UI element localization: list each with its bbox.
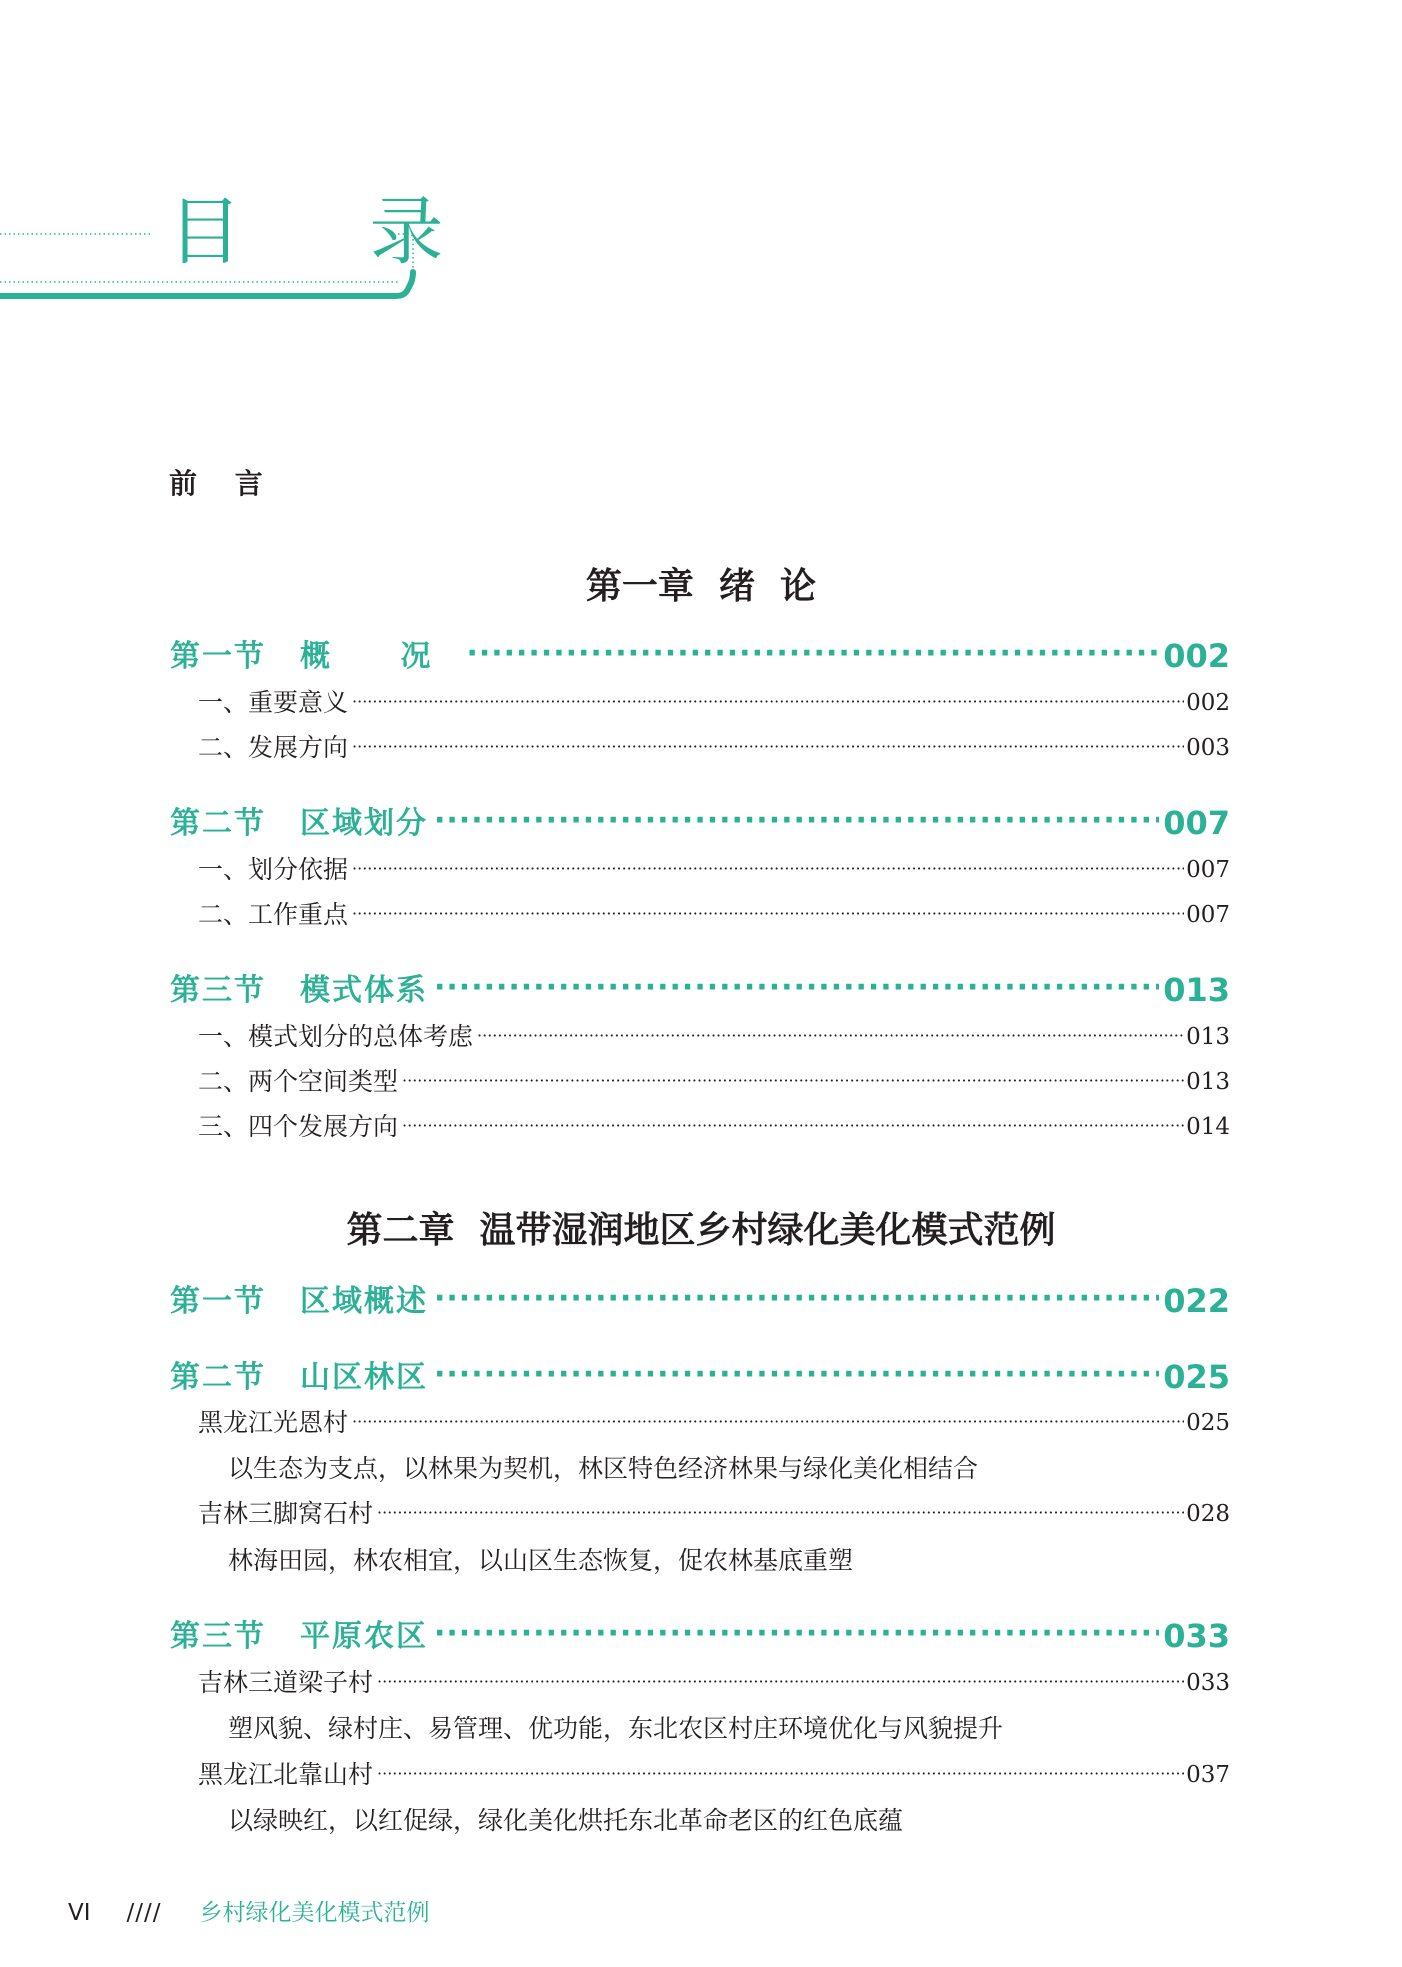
item-title: 一、模式划分的总体考虑 xyxy=(198,1022,474,1051)
item-title: 黑龙江北靠山村 xyxy=(198,1760,374,1789)
section-title: 模式体系 xyxy=(300,973,428,1008)
page-number: 037 xyxy=(1186,1762,1230,1788)
page-number: 013 xyxy=(1186,1024,1230,1050)
toc-item-row[interactable] xyxy=(198,902,1230,927)
dot-leader xyxy=(434,1363,1159,1393)
dot-leader xyxy=(434,1622,1159,1652)
footer-separator: //// xyxy=(126,1900,162,1926)
dot-leader xyxy=(377,1510,1184,1526)
item-title: 吉林三道梁子村 xyxy=(198,1668,374,1697)
section-number: 第一节 xyxy=(170,1284,266,1319)
toc-item-row[interactable] xyxy=(198,857,1230,882)
dot-leader xyxy=(352,911,1184,927)
preface-entry[interactable]: 前 言 xyxy=(169,467,277,500)
footer-page-number: VI xyxy=(68,1900,91,1926)
dot-leader xyxy=(434,1287,1159,1317)
toc-item-row[interactable] xyxy=(198,1762,1230,1787)
page-number: 022 xyxy=(1163,1282,1230,1320)
page-number: 013 xyxy=(1163,971,1230,1009)
toc-item-row[interactable] xyxy=(198,1114,1230,1139)
item-description: 以生态为支点，以林果为契机，林区特色经济林果与绿化美化相结合 xyxy=(228,1454,979,1483)
toc-item-row[interactable] xyxy=(198,690,1230,715)
footer-book-title: 乡村绿化美化模式范例 xyxy=(199,1900,430,1926)
toc-section-row[interactable] xyxy=(170,971,1230,1009)
page-number: 033 xyxy=(1163,1617,1230,1655)
item-title: 黑龙江光恩村 xyxy=(198,1408,349,1437)
dot-leader xyxy=(402,1123,1184,1139)
section-title: 区域概述 xyxy=(300,1284,428,1319)
toc-section-row[interactable] xyxy=(170,804,1230,842)
chapter-2-heading[interactable]: 第二章 温带湿润地区乡村绿化美化模式范例 xyxy=(346,1209,1056,1251)
page-number: 033 xyxy=(1186,1670,1230,1696)
section-number: 第三节 xyxy=(170,1619,266,1654)
page-title: 目 录 xyxy=(168,189,496,275)
page-number: 002 xyxy=(1163,637,1230,675)
dot-leader xyxy=(434,809,1159,839)
section-number: 第二节 xyxy=(170,806,266,841)
page-footer xyxy=(68,1902,430,1925)
dot-leader xyxy=(434,976,1159,1006)
section-title: 概 况 xyxy=(300,639,461,674)
page-number: 007 xyxy=(1186,857,1230,883)
toc-item-row[interactable] xyxy=(198,735,1230,760)
section-number: 第一节 xyxy=(170,639,266,674)
dot-leader xyxy=(402,1078,1184,1094)
dot-leader xyxy=(477,1033,1184,1049)
item-title: 二、发展方向 xyxy=(198,733,349,762)
toc-item-row[interactable] xyxy=(198,1410,1230,1435)
page-number: 014 xyxy=(1186,1114,1230,1140)
item-description: 以绿映红，以红促绿，绿化美化烘托东北革命老区的红色底蕴 xyxy=(228,1806,904,1835)
dot-leader xyxy=(466,642,1159,672)
page-number: 028 xyxy=(1186,1501,1230,1527)
dot-leader xyxy=(377,1771,1184,1787)
item-title: 二、工作重点 xyxy=(198,900,349,929)
toc-item-row[interactable] xyxy=(198,1670,1230,1695)
section-number: 第三节 xyxy=(170,973,266,1008)
toc-section-row[interactable] xyxy=(170,637,1230,675)
item-title: 三、四个发展方向 xyxy=(198,1112,399,1141)
dot-leader xyxy=(352,866,1184,882)
item-description: 林海田园，林农相宜，以山区生态恢复，促农林基底重塑 xyxy=(228,1546,854,1575)
toc-header xyxy=(0,189,496,310)
page-number: 013 xyxy=(1186,1069,1230,1095)
section-title: 山区林区 xyxy=(300,1360,428,1395)
item-description: 塑风貌、绿村庄、易管理、优功能，东北农区村庄环境优化与风貌提升 xyxy=(228,1714,1004,1743)
toc-item-row[interactable] xyxy=(198,1501,1230,1526)
item-title: 二、两个空间类型 xyxy=(198,1067,399,1096)
page-number: 003 xyxy=(1186,735,1230,761)
section-number: 第二节 xyxy=(170,1360,266,1395)
chapter-1-heading[interactable]: 第一章 绪 论 xyxy=(585,565,817,607)
page-number: 007 xyxy=(1163,804,1230,842)
page-number: 025 xyxy=(1163,1358,1230,1396)
toc-item-row[interactable] xyxy=(198,1069,1230,1094)
toc-section-row[interactable] xyxy=(170,1282,1230,1320)
toc-section-row[interactable] xyxy=(170,1617,1230,1655)
dot-leader xyxy=(352,1419,1184,1435)
item-title: 一、划分依据 xyxy=(198,855,349,884)
section-title: 平原农区 xyxy=(300,1619,428,1654)
dot-leader xyxy=(352,699,1184,715)
dot-leader xyxy=(352,744,1184,760)
item-title: 吉林三脚窝石村 xyxy=(198,1499,374,1528)
page-number: 007 xyxy=(1186,902,1230,928)
item-title: 一、重要意义 xyxy=(198,688,349,717)
page-number: 025 xyxy=(1186,1410,1230,1436)
dot-leader xyxy=(377,1679,1184,1695)
toc-section-row[interactable] xyxy=(170,1358,1230,1396)
toc-item-row[interactable] xyxy=(198,1024,1230,1049)
page-number: 002 xyxy=(1186,690,1230,716)
section-title: 区域划分 xyxy=(300,806,428,841)
